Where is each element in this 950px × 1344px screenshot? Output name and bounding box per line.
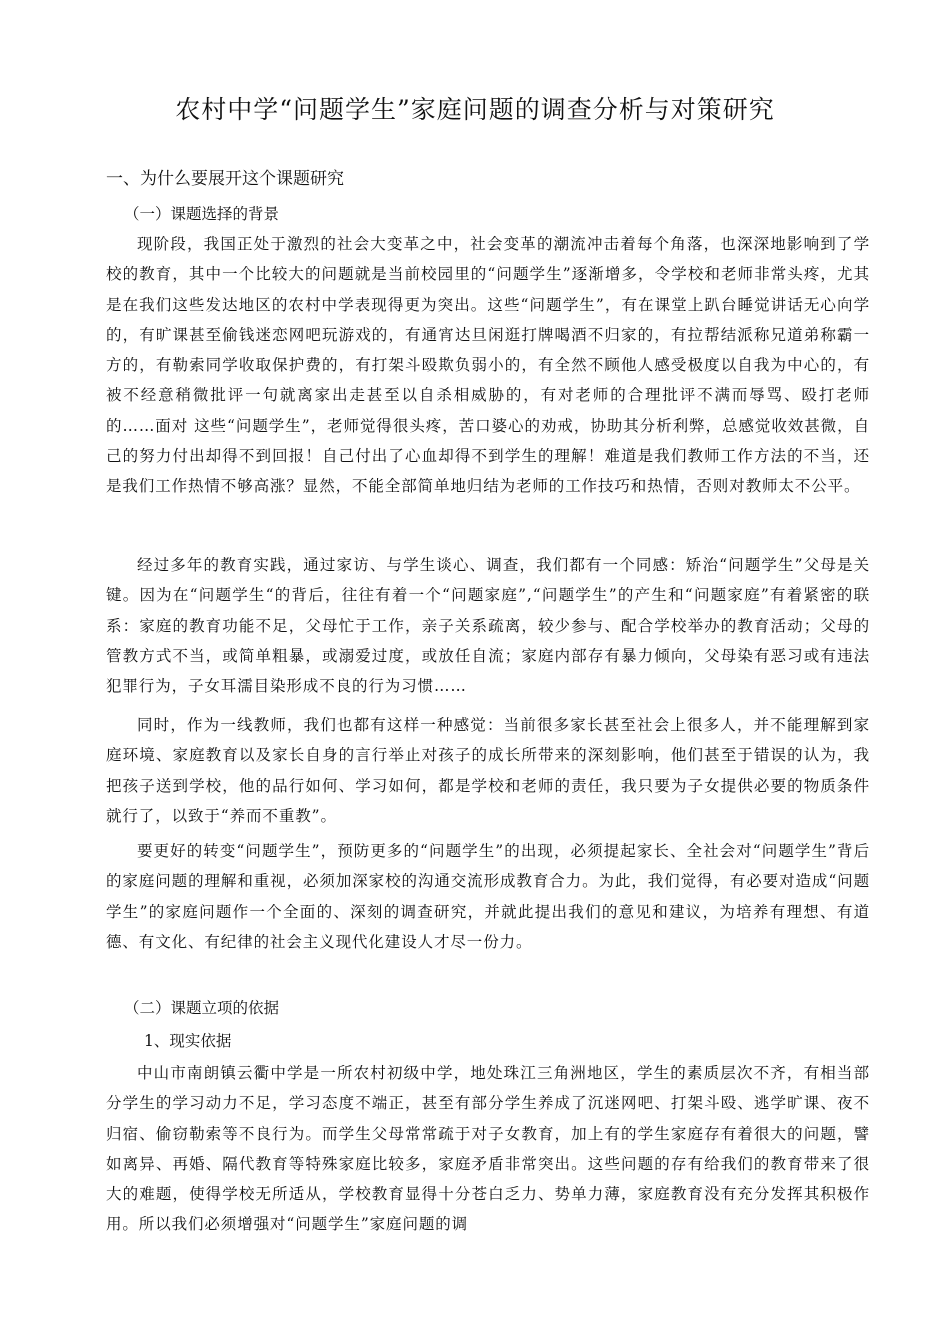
paragraph-background-4: 要更好的转变“问题学生”，预防更多的“问题学生”的出现，必须提起家长、全社会对“问题学生”背后的家庭问题的理解和重视，必须加深家校的沟通交流形成教育合力。为此，我们觉得，有必要对造成“问题学生”的家庭问题作一个全面的、深刻的调查研究，并就此提出我们的意见和建议，为培养有理想、有道德、有文化、有纪律的社会主义现代化建设人才尽一份力。 xyxy=(106,842,870,951)
paragraph-background-3: 同时，作为一线教师，我们也都有这样一种感觉：当前很多家长甚至社会上很多人，并不能理解到家庭环境、家庭教育以及家长自身的言行举止对孩子的成长所带来的深刻影响，他们甚至于错误的认为，我把孩子送到学校，他的品行如何、学习如何，都是学校和老师的责任，我只要为子女提供必要的物质条件就行了，以致于“养而不重教”。 xyxy=(106,716,870,825)
item-1-heading: 1、现实依据 xyxy=(144,1032,232,1050)
subsection-2-heading: （二）课题立项的依据 xyxy=(124,999,280,1017)
document-title: 农村中学“问题学生”家庭问题的调查分析与对策研究 xyxy=(175,95,775,124)
paragraph-background-2: 经过多年的教育实践，通过家访、与学生谈心、调查，我们都有一个同感：矫治“问题学生”父母是关键。因为在“问题学生“的背后，往往有着一个“问题家庭”,“问题学生”的产生和“问题家庭”有着紧密的联系：家庭的教育功能不足，父母忙于工作，亲子关系疏离，较少参与、配合学校举办的教育活动；父母的管教方式不当，或简单粗暴，或溺爱过度，或放任自流；家庭内部存有暴力倾向，父母染有恶习或有违法犯罪行为，子女耳濡目染形成不良的行为习惯…… xyxy=(106,556,870,696)
subsection-1-heading: （一）课题选择的背景 xyxy=(124,205,280,223)
paragraph-realistic-basis: 中山市南朗镇云衢中学是一所农村初级中学，地处珠江三角洲地区，学生的素质层次不齐，有相当部分学生的学习动力不足，学习态度不端正，甚至有部分学生养成了沉迷网吧、打架斗殴、逃学旷课、夜不归宿、偷窃勒索等不良行为。而学生父母常常疏于对子女教育，加上有的学生家庭存有着很大的问题，譬如离异、再婚、隔代教育等特殊家庭比较多，家庭矛盾非常突出。这些问题的存有给我们的教育带来了很大的难题，使得学校无所适从，学校教育显得十分苍白乏力、势单力薄，家庭教育没有充分发挥其积极作用。所以我们必须增强对“问题学生”家庭问题的调 xyxy=(106,1064,870,1234)
paragraph-background-1: 现阶段，我国正处于激烈的社会大变革之中，社会变革的潮流冲击着每个角落，也深深地影响到了学校的教育，其中一个比较大的问题就是当前校园里的“问题学生”逐渐增多，令学校和老师非常头疼，尤其是在我们这些发达地区的农村中学表现得更为突出。这些“问题学生”，有在课堂上趴台睡觉讲话无心向学的，有旷课甚至偷钱迷恋网吧玩游戏的，有通宵达旦闲逛打牌喝酒不归家的，有拉帮结派称兄道弟称霸一方的，有勒索同学收取保护费的，有打架斗殴欺负弱小的，有全然不顾他人感受极度以自我为中心的，有被不经意稍微批评一句就离家出走甚至以自杀相威胁的，有对老师的合理批评不满而辱骂、殴打老师的……面对 这些“问题学生”，老师觉得很头疼，苦口婆心的劝戒，协助其分析利弊，总感觉收效甚微，自己的努力付出却得不到回报！自己付出了心血却得不到学生的理解！难道是我们教师工作方法的不当，还是我们工作热情不够高涨？显然，不能全部简单地归结为老师的工作技巧和热情，否则对教师太不公平。 xyxy=(106,235,870,496)
section-1-heading: 一、为什么要展开这个课题研究 xyxy=(106,169,344,189)
